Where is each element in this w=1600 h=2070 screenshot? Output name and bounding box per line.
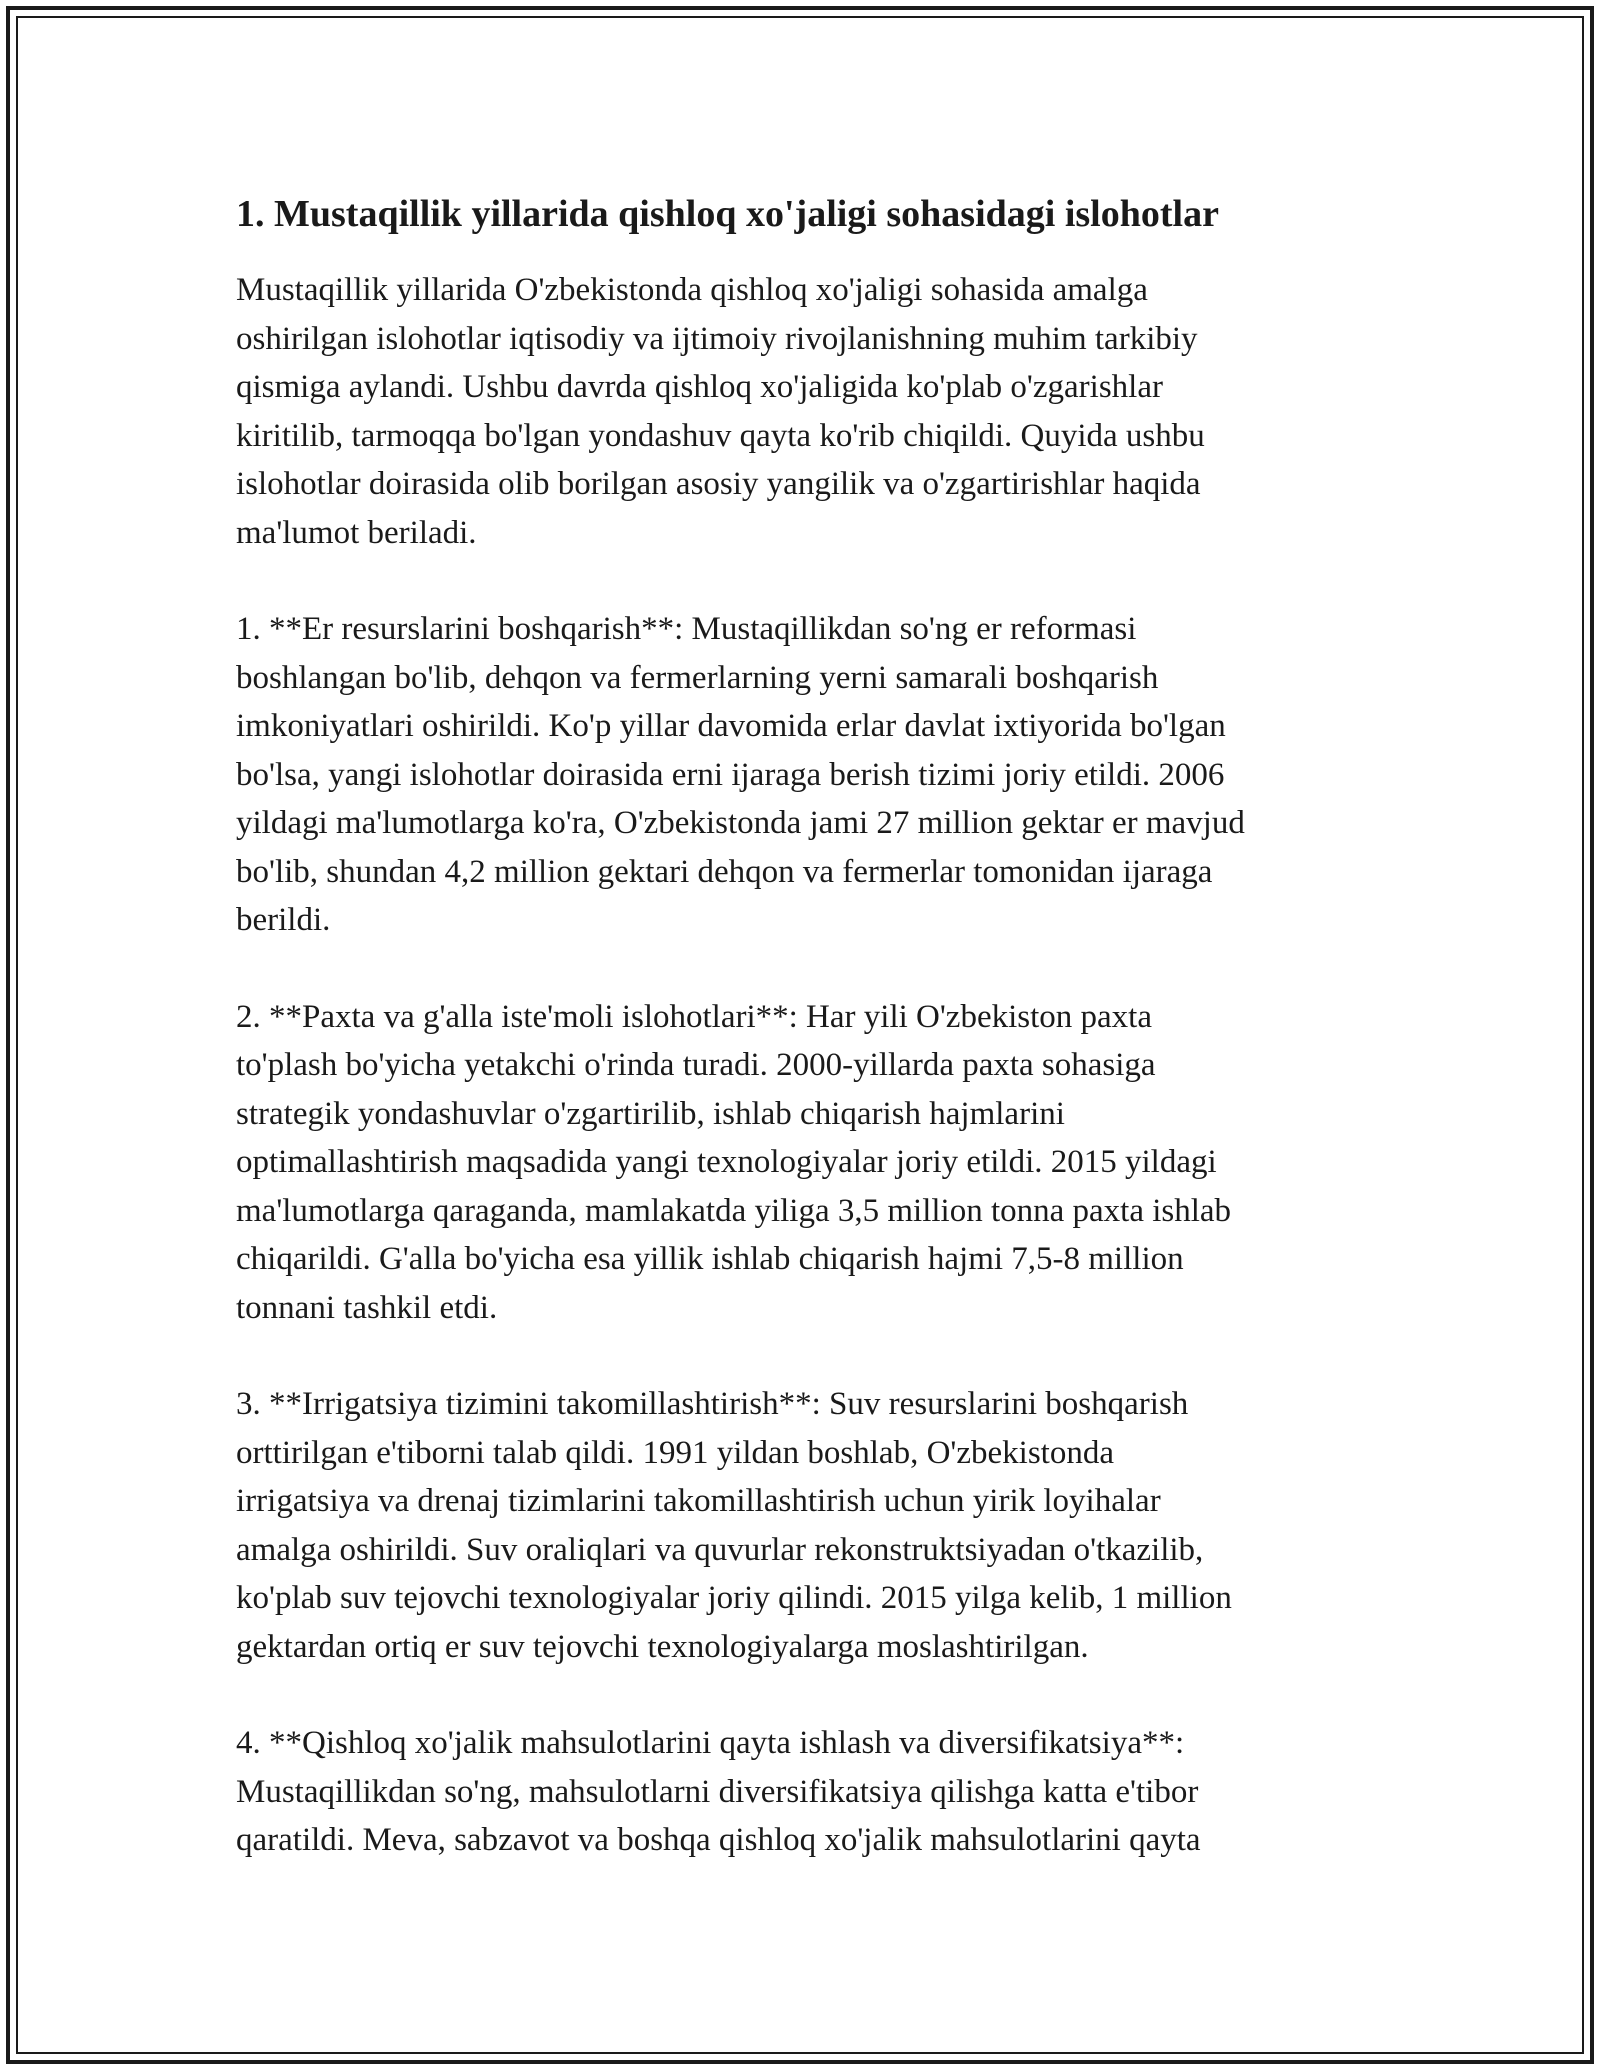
section-paragraph-processing xyxy=(236,1719,1386,1865)
text-line: qismiga aylandi. Ushbu davrda qishloq xo'jaligida ko'plab o'zgarishlar xyxy=(236,369,1163,405)
section-paragraph-irrigation xyxy=(236,1380,1386,1671)
text-line: 4. **Qishloq xo'jalik mahsulotlarini qayta ishlash va diversifikatsiya**: xyxy=(236,1725,1185,1761)
text-line: Mustaqillikdan so'ng, mahsulotlarni diversifikatsiya qilishga katta e'tibor xyxy=(236,1773,1199,1810)
text-line: ko'plab suv tejovchi texnologiyalar joriy qilindi. 2015 yilga kelib, 1 million xyxy=(236,1580,1232,1616)
document-title: 1. Mustaqillik yillarida qishloq xo'jaligi sohasidagi islohotlar xyxy=(236,193,1219,235)
text-line: ma'lumot beriladi. xyxy=(236,514,477,551)
text-line: tonnani tashkil etdi. xyxy=(236,1289,498,1326)
section-paragraph-cotton-grain xyxy=(236,993,1386,1333)
text-line: 1. **Er resurslarini boshqarish**: Mustaqillikdan so'ng er reformasi xyxy=(236,611,1137,647)
text-line: amalga oshirildi. Suv oraliqlari va quvurlar rekonstruktsiyadan o'tkazilib, xyxy=(236,1531,1204,1568)
text-line: bo'lib, shundan 4,2 million gektari dehqon va fermerlar tomonidan ijaraga xyxy=(236,853,1213,890)
text-line: qaratildi. Meva, sabzavot va boshqa qishloq xo'jalik mahsulotlarini qayta xyxy=(236,1822,1201,1858)
text-line: chiqarildi. G'alla bo'yicha esa yillik ishlab chiqarish hajmi 7,5-8 million xyxy=(236,1241,1184,1277)
intro-paragraph xyxy=(236,266,1386,557)
text-line: orttirilgan e'tiborni talab qildi. 1991 yildan boshlab, O'zbekistonda xyxy=(236,1434,1114,1471)
text-line: kiritilib, tarmoqqa bo'lgan yondashuv qayta ko'rib chiqildi. Quyida ushbu xyxy=(236,417,1205,454)
text-line: yildagi ma'lumotlarga ko'ra, O'zbekistonda jami 27 million gektar er mavjud xyxy=(236,805,1245,841)
text-line: berildi. xyxy=(236,902,331,938)
text-line: 2. **Paxta va g'alla iste'moli islohotlari**: Har yili O'zbekiston paxta xyxy=(236,998,1152,1035)
text-line: irrigatsiya va drenaj tizimlarini takomillashtirish uchun yirik loyihalar xyxy=(236,1483,1161,1519)
text-line: optimallashtirish maqsadida yangi texnologiyalar joriy etildi. 2015 yildagi xyxy=(236,1144,1217,1180)
text-line: islohotlar doirasida olib borilgan asosiy yangilik va o'zgartirishlar haqida xyxy=(236,466,1201,502)
text-line: ma'lumotlarga qaraganda, mamlakatda yiliga 3,5 million tonna paxta ishlab xyxy=(236,1192,1232,1229)
text-line: bo'lsa, yangi islohotlar doirasida erni ijaraga berish tizimi joriy etildi. 2006 xyxy=(236,756,1225,793)
text-line: boshlangan bo'lib, dehqon va fermerlarning yerni samarali boshqarish xyxy=(236,659,1159,696)
document-body xyxy=(236,190,1386,1913)
text-line: 3. **Irrigatsiya tizimini takomillashtirish**: Suv resurslarini boshqarish xyxy=(236,1386,1189,1422)
text-line: strategik yondashuvlar o'zgartirilib, ishlab chiqarish hajmlarini xyxy=(236,1095,1065,1132)
text-line: imkoniyatlari oshirildi. Ko'p yillar davomida erlar davlat ixtiyorida bo'lgan xyxy=(236,708,1226,744)
text-line: gektardan ortiq er suv tejovchi texnologiyalarga moslashtirilgan. xyxy=(236,1628,1089,1665)
text-line: oshirilgan islohotlar iqtisodiy va ijtimoiy rivojlanishning muhim tarkibiy xyxy=(236,320,1198,357)
text-line: to'plash bo'yicha yetakchi o'rinda turadi. 2000-yillarda paxta sohasiga xyxy=(236,1047,1156,1083)
section-paragraph-land-resources xyxy=(236,605,1386,945)
text-line: Mustaqillik yillarida O'zbekistonda qishloq xo'jaligi sohasida amalga xyxy=(236,272,1148,308)
